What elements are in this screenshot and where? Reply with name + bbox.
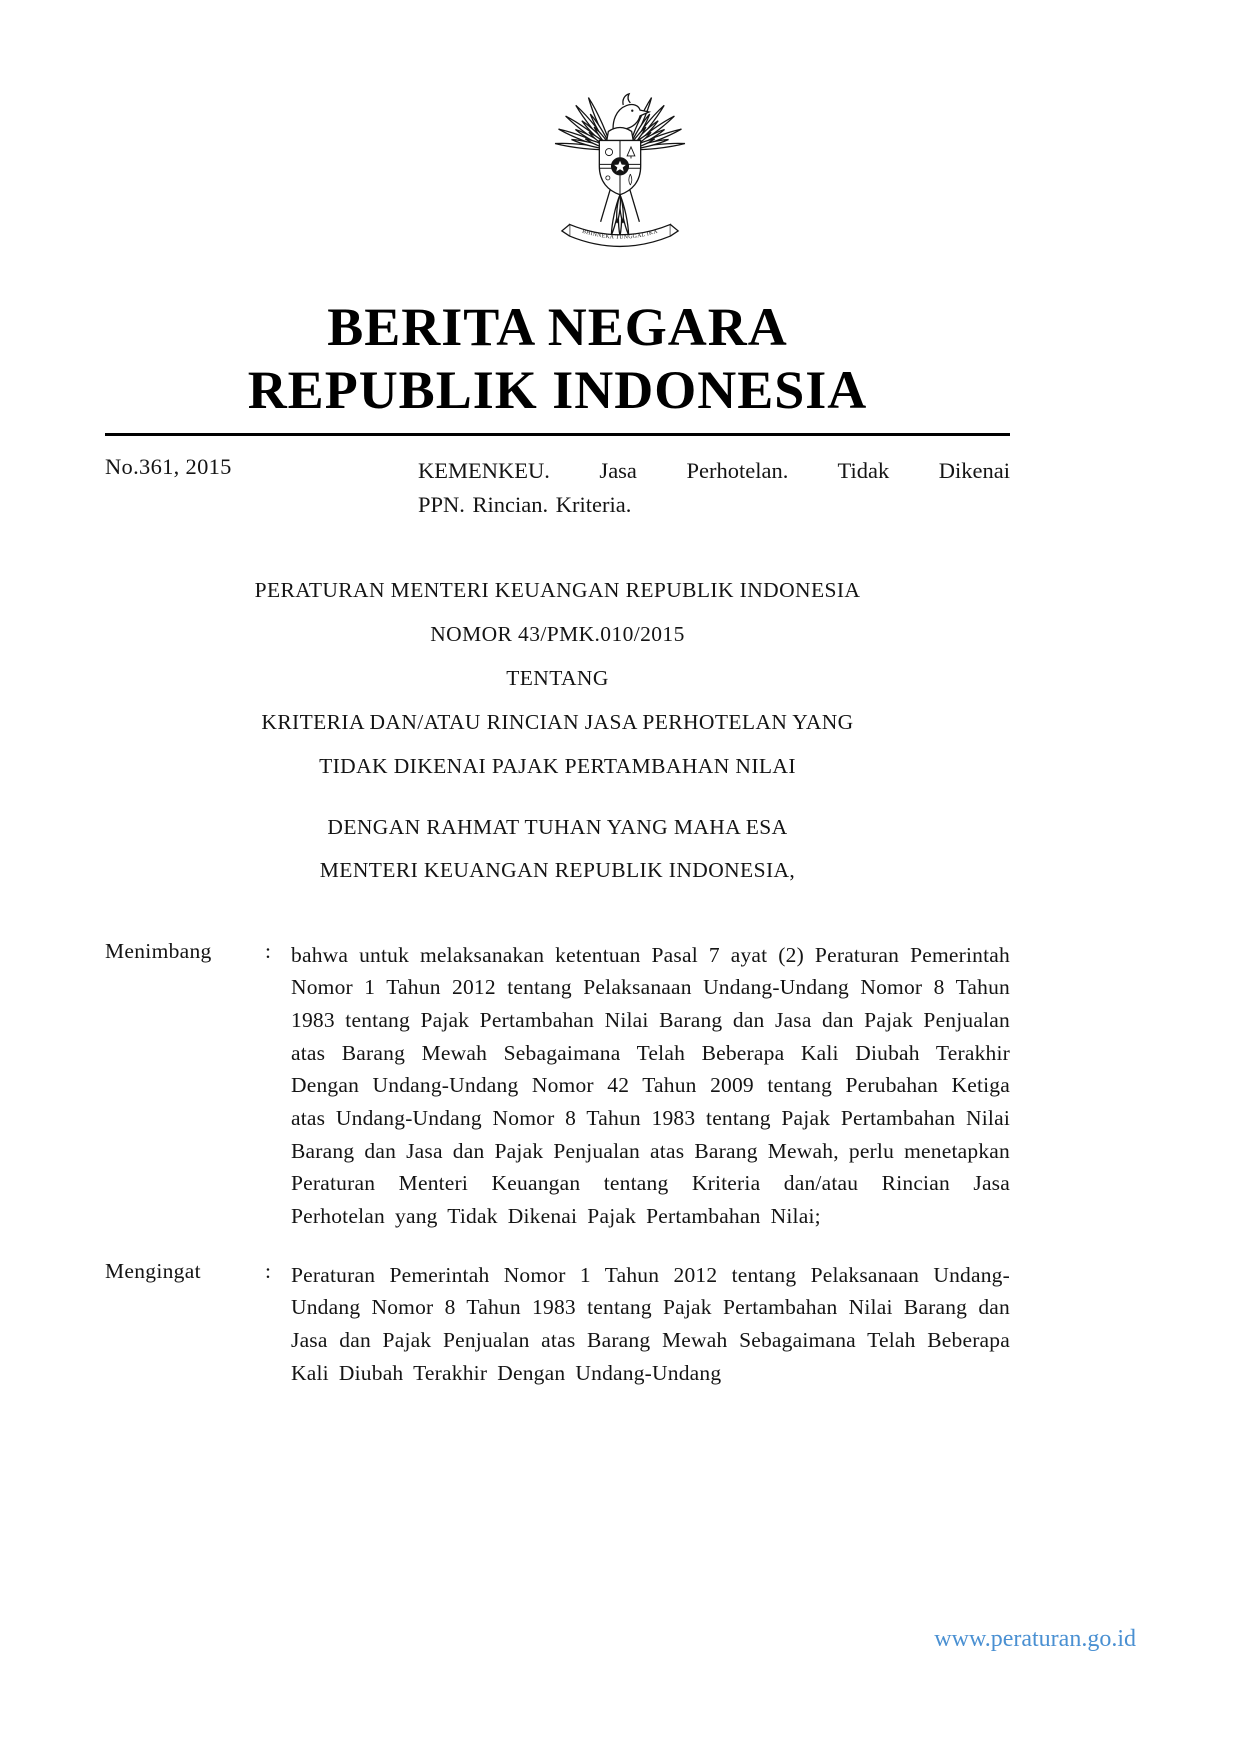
- clause-menimbang: [105, 939, 1010, 1233]
- clause-mengingat-text: Peraturan Pemerintah Nomor 1 Tahun 2012 tentang Pelaksanaan Undang-Undang Nomor 8 Tahun 1983 tentang Pajak Pertambahan Nilai Barang dan Jasa dan Pajak Penjualan atas Barang Mewah Sebagaimana Telah Beberapa Kali Diubah Terakhir Dengan Undang-Undang: [291, 1262, 1010, 1385]
- emblem-motto: BHINNEKA TUNGGAL IKA: [581, 228, 659, 241]
- invocation-block: [105, 815, 1010, 883]
- document-content: [105, 296, 1010, 1389]
- regulation-number-line: NOMOR 43/PMK.010/2015: [430, 621, 685, 646]
- clause-menimbang-colon: :: [265, 938, 271, 963]
- regulation-tentang-line: TENTANG: [506, 665, 609, 690]
- header-divider: [105, 433, 1010, 436]
- clause-menimbang-label: Menimbang: [105, 938, 212, 963]
- invocation-line1: DENGAN RAHMAT TUHAN YANG MAHA ESA: [327, 814, 788, 839]
- clause-mengingat-colon: :: [265, 1258, 271, 1283]
- clause-menimbang-text: bahwa untuk melaksanakan ketentuan Pasal 7 ayat (2) Peraturan Pemerintah Nomor 1 Tahun 2012 tentang Pelaksanaan Undang-Undang Nomor 8 Tahun 1983 tentang Pajak Pertambahan Nilai Barang dan Jasa dan Pajak Penjualan atas Barang Mewah Sebagaimana Telah Beberapa Kali Diubah Terakhir Dengan Undang-Undang Nomor 42 Tahun 2009 tentang Perubahan Ketiga atas Undang-Undang Nomor 8 Tahun 1983 tentang Pajak Pertambahan Nilai Barang dan Jasa dan Pajak Penjualan atas Barang Mewah, perlu menetapkan Peraturan Menteri Keuangan tentang Kriteria dan/atau Rincian Jasa Perhotelan yang Tidak Dikenai Pajak Pertambahan Nilai;: [291, 942, 1010, 1229]
- invocation-line2: MENTERI KEUANGAN REPUBLIK INDONESIA,: [319, 857, 796, 882]
- garuda-emblem-icon: [536, 68, 704, 262]
- gazette-title-line1: BERITA NEGARA: [327, 297, 788, 357]
- clause-mengingat: [105, 1259, 1010, 1390]
- regulation-heading-line: PERATURAN MENTERI KEUANGAN REPUBLIK INDONESIA: [254, 577, 861, 602]
- gazette-title-line2: REPUBLIK INDONESIA: [247, 359, 868, 420]
- garuda-pancasila-emblem: [0, 0, 1240, 262]
- gazette-title: [105, 296, 1010, 421]
- abstract-line2: PPN. Rincian. Kriteria.: [418, 492, 632, 517]
- subject-abstract: [418, 454, 1010, 522]
- clause-mengingat-label: Mengingat: [105, 1258, 201, 1283]
- regulation-heading: [105, 578, 1010, 779]
- regulation-subject-line2: TIDAK DIKENAI PAJAK PERTAMBAHAN NILAI: [319, 753, 796, 778]
- issue-number: No.361, 2015: [105, 454, 232, 480]
- footer-link[interactable]: www.peraturan.go.id: [934, 1626, 1136, 1652]
- abstract-line1: KEMENKEU. Jasa Perhotelan. Tidak Dikenai: [418, 458, 1010, 484]
- preamble-clauses: [105, 939, 1010, 1390]
- regulation-subject-line1: KRITERIA DAN/ATAU RINCIAN JASA PERHOTELAN YANG: [261, 709, 854, 734]
- masthead-row: [105, 454, 1010, 522]
